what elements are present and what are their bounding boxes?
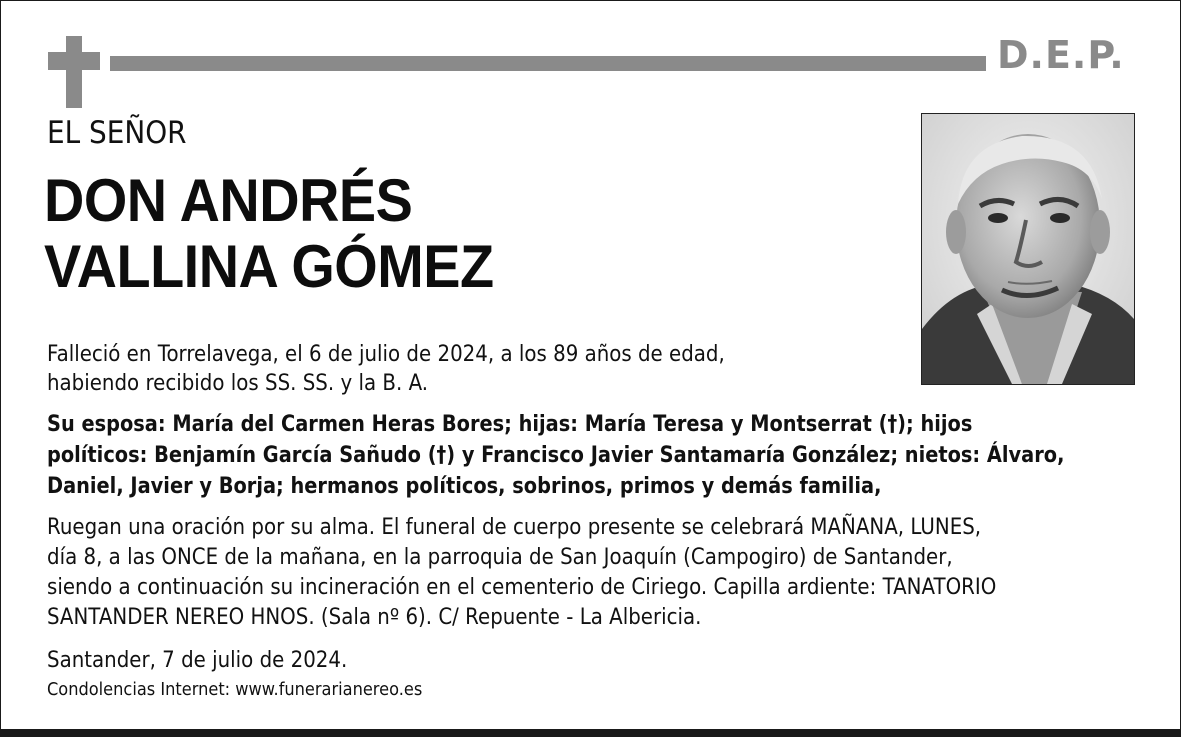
name-line-2: VALLINA GÓMEZ: [44, 233, 494, 300]
family-line: políticos: Benjamín García Sañudo (†) y Francisco Javier Santamaría González; nietos: Álvaro,: [47, 443, 1065, 468]
death-notice-line: Falleció en Torrelavega, el 6 de julio de 2024, a los 89 años de edad,: [47, 342, 725, 367]
cross-vertical-beam: [66, 36, 82, 108]
family-line: Daniel, Javier y Borja; hermanos políticos, sobrinos, primos y demás familia,: [47, 474, 882, 499]
death-notice: [47, 340, 725, 398]
ceremony-line: Ruegan una oración por su alma. El funeral de cuerpo presente se celebrará MAÑANA, LUNES,: [47, 515, 982, 540]
portrait-photo-icon: [921, 113, 1135, 385]
ceremony-line: siendo a continuación su incineración en el cementerio de Ciriego. Capilla ardiente: TANATORIO: [47, 575, 997, 600]
name-line-1: DON ANDRÉS: [44, 167, 413, 234]
ceremony-details: [47, 513, 996, 633]
portrait-illustration: [922, 114, 1134, 384]
deceased-name: [44, 168, 494, 300]
cross-horizontal-beam: [48, 52, 100, 70]
ceremony-line: día 8, a las ONCE de la mañana, en la parroquia de San Joaquín (Campogiro) de Santander,: [47, 545, 953, 570]
honorific: EL SEÑOR: [47, 115, 187, 151]
condolences-link[interactable]: Condolencias Internet: www.funerarianereo.es: [47, 679, 423, 700]
bottom-rule: [0, 729, 1181, 737]
family-line: Su esposa: María del Carmen Heras Bores; hijas: María Teresa y Montserrat (†); hijos: [47, 412, 973, 437]
family-list: [47, 409, 1064, 502]
header-rule: [110, 56, 986, 71]
dep-label: D.E.P.: [997, 33, 1125, 77]
dateline: Santander, 7 de julio de 2024.: [47, 648, 348, 673]
death-notice-line: habiendo recibido los SS. SS. y la B. A.: [47, 371, 429, 396]
ceremony-line: SANTANDER NEREO HNOS. (Sala nº 6). C/ Repuente - La Albericia.: [47, 605, 702, 630]
